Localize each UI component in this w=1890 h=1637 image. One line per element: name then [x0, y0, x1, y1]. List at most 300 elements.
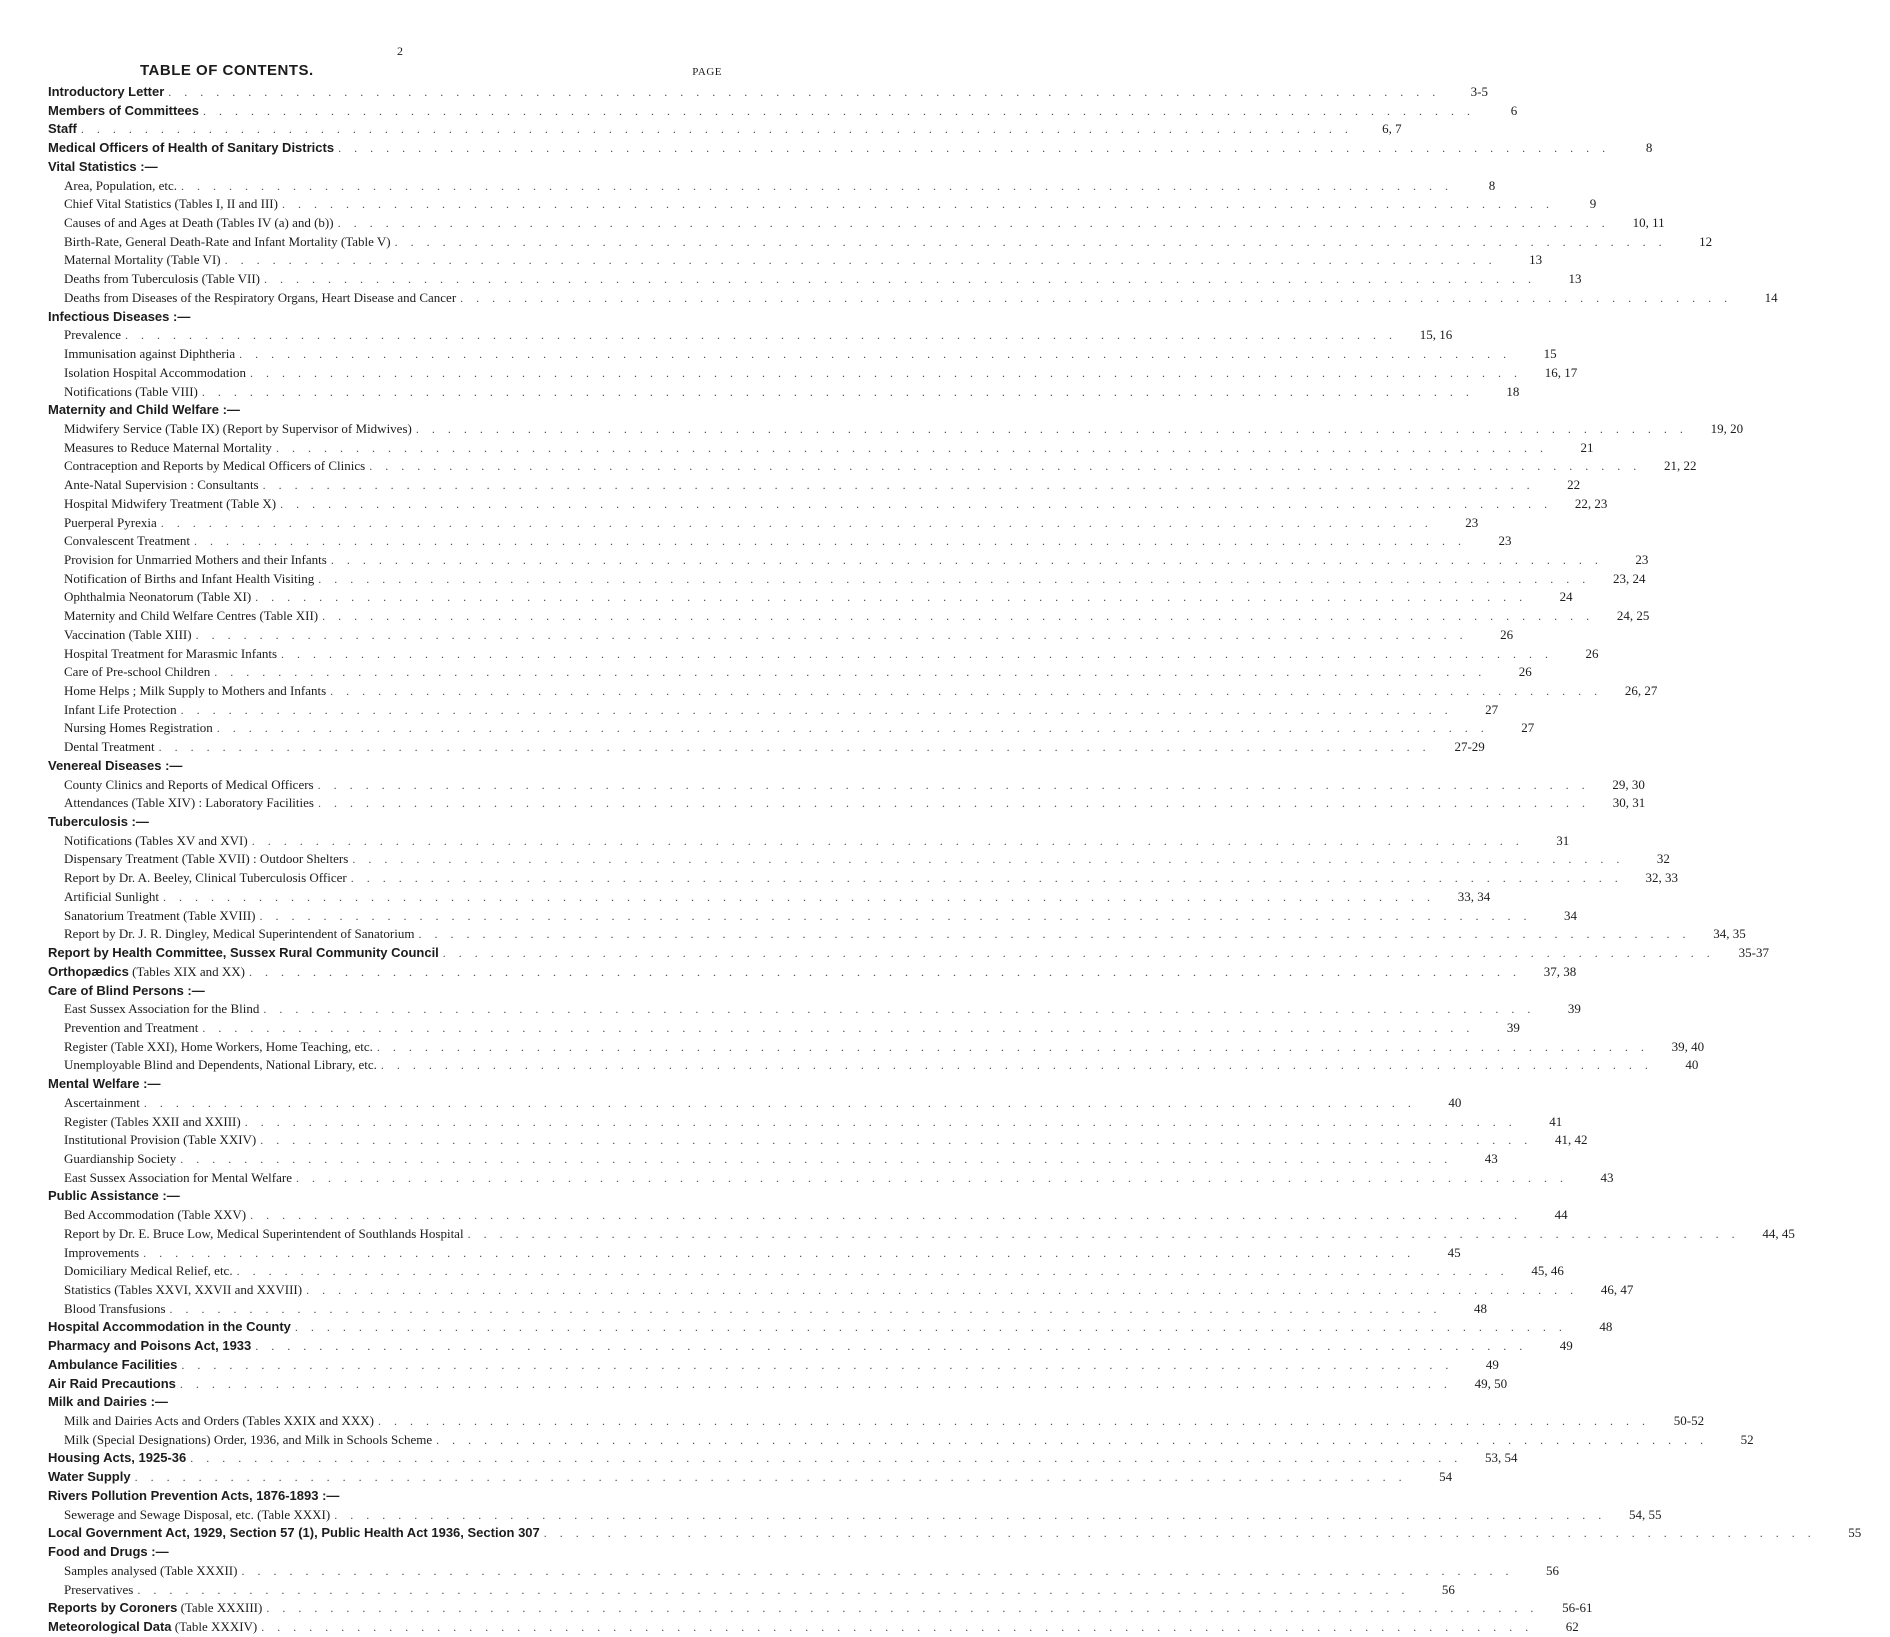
toc-page-number: 40	[1448, 1094, 1462, 1110]
toc-entry-row	[48, 457, 1697, 476]
toc-page-number: 30, 31	[1612, 795, 1646, 811]
toc-entry-label	[48, 326, 121, 345]
leader-dots: . . . . . . . . . . . . . . . . . . . . . . . . . . . . . . . . . . . . . . . . . . . . . . . . . . . . . . . . . . . . . . . . . . . . . . . . . . . . . . . .	[201, 384, 1474, 399]
toc-entry-label	[48, 195, 278, 214]
leader-dots: . . . . . . . . . . . . . . . . . . . . . . . . . . . . . . . . . . . . . . . . . . . . . . . . . . . . . . . . . . . . . . . . . . . . . . . . . . . . . . . .	[337, 216, 1610, 231]
toc-entry-row	[48, 776, 1645, 795]
toc-entry-row	[48, 1150, 1498, 1169]
leader-dots: . . . . . . . . . . . . . . . . . . . . . . . . . . . . . . . . . . . . . . . . . . . . . . . . . . . . . . . . . . . . . . . . . . . . . . . . . . . . . . . .	[214, 665, 1487, 680]
toc-page-number: 49	[1485, 1356, 1499, 1372]
toc-label-text: East Sussex Association for the Blind	[64, 1001, 260, 1017]
leader-dots: . . . . . . . . . . . . . . . . . . . . . . . . . . . . . . . . . . . . . . . . . . . . . . . . . . . . . . . . . . . . . . . . . . . . . . . . . . . . . . . .	[261, 1619, 1534, 1634]
toc-label-text: Midwifery Service (Table IX) (Report by Supervisor of Midwives)	[64, 420, 412, 436]
toc-heading-row	[48, 308, 744, 327]
toc-heading-label	[48, 158, 158, 177]
toc-page-number: 39	[1506, 1019, 1520, 1035]
toc-label-text: Venereal Diseases :—	[48, 757, 183, 773]
toc-heading-row	[48, 1318, 1613, 1337]
toc-entry-label	[48, 532, 190, 551]
toc-entry-row	[48, 1412, 1705, 1431]
toc-heading-row	[48, 813, 744, 832]
toc-label-text: Maternity and Child Welfare Centres (Table XII)	[64, 608, 319, 624]
toc-label-text: Unemployable Blind and Dependents, National Library, etc.	[64, 1057, 377, 1073]
toc-heading-row	[48, 1599, 1593, 1618]
toc-page-number: 48	[1599, 1319, 1613, 1335]
leader-dots: . . . . . . . . . . . . . . . . . . . . . . . . . . . . . . . . . . . . . . . . . . . . . . . . . . . . . . . . . . . . . . . . . . . . . . . . . . . . . . . .	[194, 534, 1467, 549]
toc-label-suffix: (Tables XIX and XX)	[128, 963, 245, 979]
leader-dots: . . . . . . . . . . . . . . . . . . . . . . . . . . . . . . . . . . . . . . . . . . . . . . . . . . . . . . . . . . . . . . . . . . . . . . . . . . . . . . . .	[262, 478, 1535, 493]
toc-page-number: 14	[1764, 289, 1778, 305]
toc-entry-label	[48, 570, 314, 589]
toc-page-number: 54	[1439, 1469, 1453, 1485]
leader-dots: . . . . . . . . . . . . . . . . . . . . . . . . . . . . . . . . . . . . . . . . . . . . . . . . . . . . . . . . . . . . . . . . . . . . . . . . . . . . . . . .	[380, 1058, 1653, 1073]
leader-dots: . . . . . . . . . . . . . . . . . . . . . . . . . . . . . . . . . . . . . . . . . . . . . . . . . . . . . . . . . . . . . . . . . . . . . . . . . . . . . . . .	[181, 178, 1453, 193]
toc-heading-row	[48, 1449, 1518, 1468]
toc-entry-row	[48, 907, 1578, 926]
toc-label-text: Milk and Dairies :—	[48, 1394, 168, 1410]
toc-page-number: 43	[1484, 1150, 1498, 1166]
toc-label-text: Introductory Letter	[48, 84, 165, 99]
leader-dots: . . . . . . . . . . . . . . . . . . . . . . . . . . . . . . . . . . . . . . . . . . . . . . . . . . . . . . . . . . . . . . . . . . . . . . . . . . . . . . . .	[442, 946, 1715, 961]
toc-entry-label	[48, 177, 177, 196]
toc-entry-label	[48, 495, 276, 514]
toc-page-number: 26	[1518, 664, 1532, 680]
toc-entry-row	[48, 719, 1535, 738]
toc-heading-row	[48, 120, 1402, 139]
toc-heading-label	[48, 944, 439, 963]
toc-label-text: Convalescent Treatment	[64, 533, 191, 549]
toc-entry-row	[48, 195, 1597, 214]
toc-label-text: Staff	[48, 121, 77, 137]
leader-dots: . . . . . . . . . . . . . . . . . . . . . . . . . . . . . . . . . . . . . . . . . . . . . . . . . . . . . . . . . . . . . . . . . . . . . . . . . . . . . . . .	[134, 1470, 1407, 1485]
toc-label-text: Vital Statistics :—	[48, 158, 158, 174]
leader-dots: . . . . . . . . . . . . . . . . . . . . . . . . . . . . . . . . . . . . . . . . . . . . . . . . . . . . . . . . . . . . . . . . . . . . . . . . . . . . . . . .	[137, 1582, 1410, 1597]
toc-heading-row	[48, 1543, 744, 1562]
toc-entry-row	[48, 1206, 1568, 1225]
toc-label-text: Prevalence	[64, 327, 122, 343]
toc-entry-row	[48, 439, 1594, 458]
toc-heading-label	[48, 1487, 339, 1506]
toc-label-text: Guardianship Society	[64, 1150, 177, 1166]
toc-heading-row	[48, 1356, 1499, 1375]
toc-entry-label	[48, 588, 251, 607]
toc-heading-label	[48, 757, 182, 776]
toc-label-suffix: (Table XXXIV)	[171, 1618, 258, 1634]
leader-dots: . . . . . . . . . . . . . . . . . . . . . . . . . . . . . . . . . . . . . . . . . . . . . . . . . . . . . . . . . . . . . . . . . . . . . . . . . . . . . . . .	[322, 609, 1595, 624]
toc-heading-row	[48, 1393, 744, 1412]
toc-label-text: County Clinics and Reports of Medical Officers	[64, 776, 314, 792]
toc-page-number: 46, 47	[1600, 1282, 1634, 1297]
toc-entry-label	[48, 794, 314, 813]
toc-page-number: 23	[1498, 533, 1512, 549]
leader-dots: . . . . . . . . . . . . . . . . . . . . . . . . . . . . . . . . . . . . . . . . . . . . . . . . . . . . . . . . . . . . . . . . . . . . . . . . . . . . . . . .	[248, 964, 1521, 979]
toc-page-number: 35-37	[1738, 945, 1769, 961]
toc-entry-label	[48, 1056, 377, 1075]
toc-label-text: Birth-Rate, General Death-Rate and Infant Mortality (Table V)	[64, 233, 391, 249]
leader-dots: . . . . . . . . . . . . . . . . . . . . . . . . . . . . . . . . . . . . . . . . . . . . . . . . . . . . . . . . . . . . . . . . . . . . . . . . . . . . . . . .	[190, 1451, 1463, 1466]
toc-entry-row	[48, 289, 1778, 308]
toc-entry-label	[48, 869, 347, 888]
toc-page-number: 23	[1635, 551, 1649, 567]
toc-page-number: 21	[1580, 439, 1594, 455]
toc-heading-row	[48, 944, 1769, 963]
toc-entry-label	[48, 776, 314, 795]
toc-label-text: Prevention and Treatment	[64, 1019, 199, 1035]
toc-label-text: Attendances (Table XIV) : Laboratory Facilities	[64, 795, 314, 811]
leader-dots: . . . . . . . . . . . . . . . . . . . . . . . . . . . . . . . . . . . . . . . . . . . . . . . . . . . . . . . . . . . . . . . . . . . . . . . . . . . . . . . .	[216, 721, 1489, 736]
toc-entry-row	[48, 233, 1713, 252]
toc-heading-label	[48, 1524, 540, 1543]
toc-label-text: Sanatorium Treatment (Table XVIII)	[64, 907, 256, 923]
toc-title: TABLE OF CONTENTS.	[140, 62, 314, 79]
toc-heading-label	[48, 139, 334, 158]
toc-heading-row	[48, 1075, 744, 1094]
toc-entry-label	[48, 1019, 198, 1038]
toc-entry-label	[48, 607, 318, 626]
toc-entry-label	[48, 214, 334, 233]
toc-label-text: Puerperal Pyrexia	[64, 514, 157, 530]
leader-dots: . . . . . . . . . . . . . . . . . . . . . . . . . . . . . . . . . . . . . . . . . . . . . . . . . . . . . . . . . . . . . . . . . . . . . . . . . . . . . . . .	[376, 1039, 1649, 1054]
toc-label-text: Nursing Homes Registration	[64, 720, 213, 736]
toc-label-text: Milk (Special Designations) Order, 1936, and Milk in Schools Scheme	[64, 1431, 433, 1447]
toc-page-number: 12	[1699, 233, 1713, 249]
toc-entry-row	[48, 326, 1453, 345]
leader-dots: . . . . . . . . . . . . . . . . . . . . . . . . . . . . . . . . . . . . . . . . . . . . . . . . . . . . . . . . . . . . . . . . . . . . . . . . . . . . . . . .	[338, 141, 1611, 156]
toc-page-number: 45	[1447, 1244, 1461, 1260]
toc-page-number: 37, 38	[1543, 963, 1577, 979]
toc-entry-row	[48, 1056, 1699, 1075]
toc-page-number: 32	[1656, 851, 1670, 867]
leader-dots: . . . . . . . . . . . . . . . . . . . . . . . . . . . . . . . . . . . . . . . . . . . . . . . . . . . . . . . . . . . . . . . . . . . . . . . . . . . . . . . .	[202, 103, 1475, 118]
toc-entry-row	[48, 1094, 1462, 1113]
leader-dots: . . . . . . . . . . . . . . . . . . . . . . . . . . . . . . . . . . . . . . . . . . . . . . . . . . . . . . . . . . . . . . . . . . . . . . . . . . . . . . . .	[263, 272, 1536, 287]
leader-dots: . . . . . . . . . . . . . . . . . . . . . . . . . . . . . . . . . . . . . . . . . . . . . . . . . . . . . . . . . . . . . . . . . . . . . . . . . . . . . . . .	[281, 197, 1554, 212]
toc-page-number: 32, 33	[1645, 870, 1678, 886]
toc-label-text: Dental Treatment	[64, 739, 155, 755]
toc-label-text: Report by Health Committee, Sussex Rural Community Council	[48, 945, 439, 961]
toc-entry-row	[48, 570, 1646, 589]
leader-dots: . . . . . . . . . . . . . . . . . . . . . . . . . . . . . . . . . . . . . . . . . . . . . . . . . . . . . . . . . . . . . . . . . . . . . . . . . . . . . . . .	[251, 833, 1524, 848]
toc-page-number: 56	[1545, 1562, 1559, 1578]
toc-label-text: Medical Officers of Health of Sanitary Districts	[48, 140, 335, 156]
toc-page-number: 18	[1506, 383, 1520, 399]
toc-heading-row	[48, 83, 1488, 102]
toc-label-text: Bed Accommodation (Table XXV)	[64, 1207, 247, 1223]
toc-page-number: 10, 11	[1632, 215, 1665, 231]
toc-heading-label	[48, 1599, 262, 1618]
leader-dots: . . . . . . . . . . . . . . . . . . . . . . . . . . . . . . . . . . . . . . . . . . . . . . . . . . . . . . . . . . . . . . . . . . . . . . . . . . . . . . . .	[352, 852, 1625, 867]
toc-entry-row	[48, 1169, 1614, 1188]
leader-dots: . . . . . . . . . . . . . . . . . . . . . . . . . . . . . . . . . . . . . . . . . . . . . . . . . . . . . . . . . . . . . . . . . . . . . . . . . . . . . . . .	[460, 290, 1733, 305]
toc-entry-row	[48, 1262, 1564, 1281]
toc-header	[0, 62, 800, 80]
toc-label-text: Reports by Coroners	[48, 1600, 178, 1616]
toc-heading-label	[48, 1337, 251, 1356]
toc-page-number: 27	[1485, 701, 1499, 717]
toc-entry-label	[48, 1000, 259, 1019]
toc-page-number: 49	[1559, 1338, 1573, 1354]
table-of-contents	[48, 83, 1862, 1637]
page-number: 2	[397, 44, 403, 58]
toc-page-number: 8	[1645, 140, 1653, 156]
leader-dots: . . . . . . . . . . . . . . . . . . . . . . . . . . . . . . . . . . . . . . . . . . . . . . . . . . . . . . . . . . . . . . . . . . . . . . . . . . . . . . . .	[169, 1301, 1442, 1316]
toc-heading-label	[48, 102, 199, 121]
toc-label-text: Meteorological Data	[48, 1618, 172, 1634]
toc-heading-label	[48, 963, 245, 982]
toc-label-text: Food and Drugs :—	[48, 1544, 169, 1560]
toc-entry-label	[48, 645, 277, 664]
toc-label-text: Air Raid Precautions	[48, 1375, 176, 1391]
toc-label-text: Ambulance Facilities	[48, 1356, 178, 1372]
toc-entry-label	[48, 1281, 302, 1300]
toc-label-text: Improvements	[64, 1244, 140, 1260]
toc-entry-row	[48, 383, 1520, 402]
toc-label-text: Immunisation against Diphtheria	[64, 346, 236, 362]
toc-entry-label	[48, 1506, 330, 1525]
toc-entry-label	[48, 289, 456, 308]
toc-page-number: 22, 23	[1574, 495, 1608, 511]
toc-label-text: Area, Population, etc.	[64, 177, 177, 193]
leader-dots: . . . . . . . . . . . . . . . . . . . . . . . . . . . . . . . . . . . . . . . . . . . . . . . . . . . . . . . . . . . . . . . . . . . . . . . . . . . . . . . .	[318, 571, 1591, 586]
toc-label-text: Notifications (Table VIII)	[64, 383, 198, 399]
toc-page-number: 43	[1600, 1169, 1614, 1185]
toc-page-number: 44	[1554, 1207, 1568, 1223]
leader-dots: . . . . . . . . . . . . . . . . . . . . . . . . . . . . . . . . . . . . . . . . . . . . . . . . . . . . . . . . . . . . . . . . . . . . . . . . . . . . . . . .	[249, 365, 1522, 380]
toc-entry-label	[48, 1150, 176, 1169]
toc-page-number: 27	[1521, 720, 1535, 736]
toc-label-text: Care of Blind Persons :—	[48, 982, 205, 998]
toc-entry-label	[48, 345, 235, 364]
leader-dots: . . . . . . . . . . . . . . . . . . . . . . . . . . . . . . . . . . . . . . . . . . . . . . . . . . . . . . . . . . . . . . . . . . . . . . . . . . . . . . . .	[160, 515, 1433, 530]
leader-dots: . . . . . . . . . . . . . . . . . . . . . . . . . . . . . . . . . . . . . . . . . . . . . . . . . . . . . . . . . . . . . . . . . . . . . . . . . . . . . . . .	[350, 871, 1623, 886]
leader-dots: . . . . . . . . . . . . . . . . . . . . . . . . . . . . . . . . . . . . . . . . . . . . . . . . . . . . . . . . . . . . . . . . . . . . . . . . . . . . . . . .	[180, 702, 1453, 717]
toc-entry-label	[48, 907, 256, 926]
toc-entry-row	[48, 888, 1491, 907]
toc-entry-row	[48, 270, 1582, 289]
toc-heading-label	[48, 813, 149, 832]
toc-page-number: 6	[1510, 102, 1518, 118]
toc-heading-label	[48, 83, 164, 102]
leader-dots: . . . . . . . . . . . . . . . . . . . . . . . . . . . . . . . . . . . . . . . . . . . . . . . . . . . . . . . . . . . . . . . . . . . . . . . . . . . . . . . .	[250, 1208, 1523, 1223]
toc-page-number: 9	[1589, 196, 1597, 212]
toc-label-text: Contraception and Reports by Medical Officers of Clinics	[64, 458, 366, 474]
toc-label-text: Deaths from Tuberculosis (Table VII)	[64, 271, 260, 287]
toc-heading-row	[48, 963, 1577, 982]
leader-dots: . . . . . . . . . . . . . . . . . . . . . . . . . . . . . . . . . . . . . . . . . . . . . . . . . . . . . . . . . . . . . . . . . . . . . . . . . . . . . . . .	[125, 328, 1398, 343]
toc-label-text: Domiciliary Medical Relief, etc.	[64, 1263, 233, 1279]
toc-label-text: Samples analysed (Table XXXII)	[64, 1562, 238, 1578]
toc-label-text: Notification of Births and Infant Health Visiting	[64, 570, 315, 586]
toc-entry-label	[48, 1262, 233, 1281]
toc-entry-row	[48, 1431, 1754, 1450]
leader-dots: . . . . . . . . . . . . . . . . . . . . . . . . . . . . . . . . . . . . . . . . . . . . . . . . . . . . . . . . . . . . . . . . . . . . . . . . . . . . . . . .	[275, 440, 1548, 455]
leader-dots: . . . . . . . . . . . . . . . . . . . . . . . . . . . . . . . . . . . . . . . . . . . . . . . . . . . . . . . . . . . . . . . . . . . . . . . . . . . . . . . .	[241, 1563, 1514, 1578]
toc-label-suffix: (Table XXXIII)	[177, 1600, 263, 1616]
toc-entry-row	[48, 925, 1746, 944]
toc-label-text: Sewerage and Sewage Disposal, etc. (Table XXXI)	[64, 1506, 331, 1522]
toc-entry-label	[48, 1431, 432, 1450]
leader-dots: . . . . . . . . . . . . . . . . . . . . . . . . . . . . . . . . . . . . . . . . . . . . . . . . . . . . . . . . . . . . . . . . . . . . . . . . . . . . . . . .	[306, 1283, 1579, 1297]
leader-dots: . . . . . . . . . . . . . . . . . . . . . . . . . . . . . . . . . . . . . . . . . . . . . . . . . . . . . . . . . . . . . . . . . . . . . . . . . . . . . . . .	[180, 1151, 1453, 1166]
toc-label-text: Hospital Accommodation in the County	[48, 1319, 291, 1335]
toc-label-text: Ophthalmia Neonatorum (Table XI)	[64, 589, 252, 605]
leader-dots: . . . . . . . . . . . . . . . . . . . . . . . . . . . . . . . . . . . . . . . . . . . . . . . . . . . . . . . . . . . . . . . . . . . . . . . . . . . . . . . .	[330, 684, 1603, 698]
leader-dots: . . . . . . . . . . . . . . . . . . . . . . . . . . . . . . . . . . . . . . . . . . . . . . . . . . . . . . . . . . . . . . . . . . . . . . . . . . . . . . . .	[543, 1526, 1816, 1541]
toc-heading-label	[48, 308, 190, 327]
toc-heading-label	[48, 1375, 176, 1394]
toc-entry-row	[48, 177, 1496, 196]
toc-label-text: Register (Tables XXII and XXIII)	[64, 1113, 241, 1129]
toc-label-text: Local Government Act, 1929, Section 57 (1), Public Health Act 1936, Section 307	[48, 1525, 540, 1541]
toc-entry-label	[48, 383, 198, 402]
toc-entry-row	[48, 794, 1646, 813]
toc-label-text: Blood Transfusions	[64, 1300, 166, 1316]
leader-dots: . . . . . . . . . . . . . . . . . . . . . . . . . . . . . . . . . . . . . . . . . . . . . . . . . . . . . . . . . . . . . . . . . . . . . . . . . . . . . . . .	[266, 1601, 1539, 1616]
leader-dots: . . . . . . . . . . . . . . . . . . . . . . . . . . . . . . . . . . . . . . . . . . . . . . . . . . . . . . . . . . . . . . . . . . . . . . . . . . . . . . . .	[295, 1170, 1568, 1185]
toc-label-text: Hospital Treatment for Marasmic Infants	[64, 645, 278, 661]
toc-entry-row	[48, 607, 1650, 626]
toc-label-text: Artificial Sunlight	[64, 888, 159, 904]
toc-entry-row	[48, 869, 1678, 888]
toc-entry-label	[48, 439, 272, 458]
toc-page-number: 54, 55	[1628, 1506, 1662, 1522]
toc-page-number: 34	[1564, 907, 1578, 923]
toc-label-text: Housing Acts, 1925-36	[48, 1450, 187, 1466]
toc-entry-row	[48, 514, 1479, 533]
toc-entry-row	[48, 1225, 1795, 1244]
toc-label-text: Members of Committees	[48, 102, 199, 118]
toc-page-number: 15, 16	[1419, 327, 1453, 343]
toc-entry-row	[48, 476, 1581, 495]
toc-heading-label	[48, 120, 77, 139]
leader-dots: . . . . . . . . . . . . . . . . . . . . . . . . . . . . . . . . . . . . . . . . . . . . . . . . . . . . . . . . . . . . . . . . . . . . . . . . . . . . . . . .	[377, 1414, 1650, 1429]
toc-page-number: 56-61	[1562, 1600, 1593, 1616]
toc-entry-label	[48, 682, 326, 701]
toc-page-number: 34, 35	[1713, 926, 1746, 942]
toc-entry-label	[48, 1206, 246, 1225]
toc-label-text: Institutional Provision (Table XXIV)	[64, 1132, 257, 1148]
toc-heading-label	[48, 1356, 177, 1375]
leader-dots: . . . . . . . . . . . . . . . . . . . . . . . . . . . . . . . . . . . . . . . . . . . . . . . . . . . . . . . . . . . . . . . . . . . . . . . . . . . . . . . .	[294, 1320, 1567, 1335]
toc-entry-row	[48, 701, 1499, 720]
toc-entry-row	[48, 1300, 1487, 1319]
toc-entry-label	[48, 233, 391, 252]
toc-entry-row	[48, 532, 1512, 551]
toc-heading-label	[48, 1468, 131, 1487]
toc-label-text: Infectious Diseases :—	[48, 308, 191, 324]
toc-entry-label	[48, 832, 248, 851]
toc-entry-label	[48, 420, 412, 439]
toc-page-number: 41	[1549, 1113, 1563, 1129]
toc-heading-label	[48, 401, 240, 420]
toc-entry-label	[48, 1244, 139, 1263]
toc-label-text: Statistics (Tables XXVI, XXVII and XXVIII)	[64, 1282, 303, 1297]
toc-entry-label	[48, 1225, 464, 1244]
toc-heading-label	[48, 1618, 257, 1637]
toc-entry-label	[48, 1300, 166, 1319]
toc-entry-label	[48, 1094, 140, 1113]
toc-entry-label	[48, 719, 213, 738]
toc-entry-label	[48, 1113, 241, 1132]
leader-dots: . . . . . . . . . . . . . . . . . . . . . . . . . . . . . . . . . . . . . . . . . . . . . . . . . . . . . . . . . . . . . . . . . . . . . . . . . . . . . . . .	[244, 1114, 1517, 1129]
leader-dots: . . . . . . . . . . . . . . . . . . . . . . . . . . . . . . . . . . . . . . . . . . . . . . . . . . . . . . . . . . . . . . . . . . . . . . . . . . . . . . . .	[255, 590, 1528, 605]
toc-label-text: Notifications (Tables XV and XVI)	[64, 832, 248, 848]
toc-heading-row	[48, 1468, 1453, 1487]
leader-dots: . . . . . . . . . . . . . . . . . . . . . . . . . . . . . . . . . . . . . . . . . . . . . . . . . . . . . . . . . . . . . . . . . . . . . . . . . . . . . . . .	[415, 421, 1688, 436]
leader-dots: . . . . . . . . . . . . . . . . . . . . . . . . . . . . . . . . . . . . . . . . . . . . . . . . . . . . . . . . . . . . . . . . . . . . . . . . . . . . . . . .	[179, 1376, 1452, 1391]
toc-entry-row	[48, 495, 1608, 514]
leader-dots: . . . . . . . . . . . . . . . . . . . . . . . . . . . . . . . . . . . . . . . . . . . . . . . . . . . . . . . . . . . . . . . . . . . . . . . . . . . . . . . .	[330, 552, 1603, 567]
toc-heading-row	[48, 982, 744, 1001]
leader-dots: . . . . . . . . . . . . . . . . . . . . . . . . . . . . . . . . . . . . . . . . . . . . . . . . . . . . . . . . . . . . . . . . . . . . . . . . . . . . . . . .	[143, 1095, 1416, 1110]
toc-entry-row	[48, 1131, 1588, 1150]
toc-heading-row	[48, 102, 1518, 121]
leader-dots: . . . . . . . . . . . . . . . . . . . . . . . . . . . . . . . . . . . . . . . . . . . . . . . . . . . . . . . . . . . . . . . . . . . . . . . . . . . . . . . .	[195, 627, 1468, 642]
toc-page-number: 40	[1685, 1057, 1699, 1073]
toc-page-number: 62	[1565, 1618, 1579, 1634]
toc-heading-row	[48, 1618, 1579, 1637]
toc-heading-row	[48, 757, 744, 776]
toc-entry-row	[48, 1281, 1634, 1300]
toc-label-text: Tuberculosis :—	[48, 814, 149, 830]
leader-dots: . . . . . . . . . . . . . . . . . . . . . . . . . . . . . . . . . . . . . . . . . . . . . . . . . . . . . . . . . . . . . . . . . . . . . . . . . . . . . . . .	[394, 234, 1667, 249]
toc-entry-row	[48, 682, 1658, 701]
toc-entry-label	[48, 888, 159, 907]
leader-dots: . . . . . . . . . . . . . . . . . . . . . . . . . . . . . . . . . . . . . . . . . . . . . . . . . . . . . . . . . . . . . . . . . . . . . . . . . . . . . . . .	[239, 347, 1512, 362]
toc-heading-row	[48, 1487, 744, 1506]
toc-heading-label	[48, 1075, 160, 1094]
leader-dots: . . . . . . . . . . . . . . . . . . . . . . . . . . . . . . . . . . . . . . . . . . . . . . . . . . . . . . . . . . . . . . . . . . . . . . . . . . . . . . . .	[259, 908, 1532, 923]
toc-label-text: Home Helps ; Milk Supply to Mothers and Infants	[64, 683, 327, 698]
toc-heading-label	[48, 982, 205, 1001]
toc-label-text: Public Assistance :—	[48, 1188, 180, 1204]
toc-page-number: 23, 24	[1613, 570, 1646, 586]
page-column-label: PAGE	[692, 66, 722, 78]
toc-entry-row	[48, 551, 1649, 570]
toc-entry-label	[48, 850, 348, 869]
toc-heading-label	[48, 1393, 168, 1412]
toc-page-number: 6, 7	[1382, 121, 1402, 137]
toc-page-number: 3-5	[1470, 84, 1488, 99]
toc-entry-row	[48, 214, 1665, 233]
toc-heading-label	[48, 1318, 291, 1337]
toc-page-number: 44, 45	[1762, 1225, 1795, 1241]
toc-page-number: 41, 42	[1555, 1132, 1588, 1148]
toc-page-number: 16, 17	[1544, 364, 1578, 380]
toc-page-number: 8	[1488, 177, 1496, 193]
toc-entry-label	[48, 514, 157, 533]
toc-entry-label	[48, 270, 260, 289]
toc-label-text: Preservatives	[64, 1581, 134, 1597]
toc-entry-row	[48, 645, 1599, 664]
toc-entry-row	[48, 738, 1485, 757]
toc-label-text: East Sussex Association for Mental Welfare	[64, 1169, 292, 1185]
toc-entry-row	[48, 1038, 1705, 1057]
leader-dots: . . . . . . . . . . . . . . . . . . . . . . . . . . . . . . . . . . . . . . . . . . . . . . . . . . . . . . . . . . . . . . . . . . . . . . . . . . . . . . . .	[224, 253, 1497, 268]
toc-label-text: Chief Vital Statistics (Tables I, II and III)	[64, 196, 278, 212]
toc-entry-row	[48, 588, 1573, 607]
toc-entry-row	[48, 1562, 1559, 1581]
toc-entry-label	[48, 551, 327, 570]
toc-entry-label	[48, 476, 259, 495]
toc-page-number: 31	[1556, 832, 1570, 848]
toc-page-number: 53, 54	[1484, 1450, 1518, 1466]
toc-heading-row	[48, 1337, 1573, 1356]
toc-label-text: Report by Dr. E. Bruce Low, Medical Superintendent of Southlands Hospital	[64, 1225, 464, 1241]
toc-heading-row	[48, 401, 744, 420]
leader-dots: . . . . . . . . . . . . . . . . . . . . . . . . . . . . . . . . . . . . . . . . . . . . . . . . . . . . . . . . . . . . . . . . . . . . . . . . . . . . . . . .	[280, 496, 1553, 511]
toc-entry-row	[48, 1506, 1662, 1525]
